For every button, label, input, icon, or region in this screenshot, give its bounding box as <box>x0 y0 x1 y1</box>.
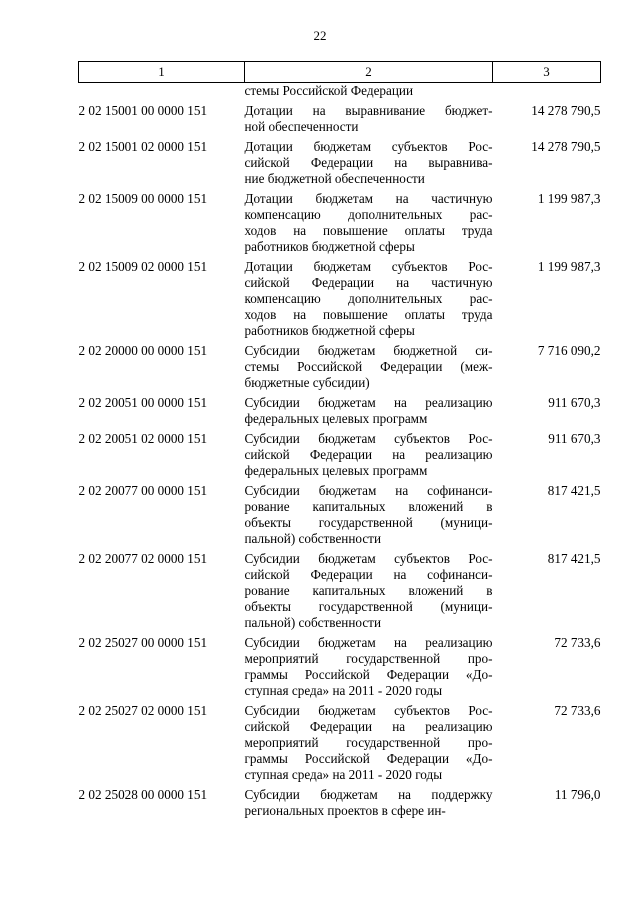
amount-value: 11 796,0 <box>554 787 601 802</box>
revenue-name <box>245 551 493 635</box>
continuation-row <box>79 83 601 104</box>
name-line: ступная среда» на 2011 - 2020 годы <box>244 683 443 698</box>
table-row <box>79 395 601 431</box>
amount-value: 7 716 090,2 <box>537 343 601 358</box>
continuation-text: стемы Российской Федерации <box>244 83 414 98</box>
revenue-name <box>245 483 493 551</box>
amount-value: 817 421,5 <box>547 483 601 498</box>
budget-code: 2 02 15009 00 0000 151 <box>78 191 208 206</box>
budget-table <box>78 61 601 823</box>
page-number: 22 <box>313 28 327 43</box>
name-line: сийской Федерации на реализацию <box>244 719 493 734</box>
amount-value: 1 199 987,3 <box>537 191 601 206</box>
name-line: ступная среда» на 2011 - 2020 годы <box>244 767 443 782</box>
amount-value: 72 733,6 <box>554 703 601 718</box>
name-line: Субсидии бюджетам на реализацию <box>244 635 493 650</box>
name-line: работников бюджетной сферы <box>244 323 415 338</box>
revenue-name <box>245 139 493 191</box>
name-line: пальной) собственности <box>244 531 382 546</box>
name-line: рование капитальных вложений в <box>244 499 493 514</box>
header-col-1: 1 <box>79 62 245 83</box>
budget-code: 2 02 20077 00 0000 151 <box>78 483 208 498</box>
name-line: Дотации бюджетам на частичную <box>244 191 493 206</box>
name-line: Субсидии бюджетам субъектов Рос- <box>244 431 493 446</box>
budget-code: 2 02 20051 00 0000 151 <box>78 395 208 410</box>
name-line: сийской Федерации на частичную <box>244 275 493 290</box>
table-header-row <box>79 62 601 83</box>
name-line: ходов на повышение оплаты труда <box>244 307 493 322</box>
name-line: мероприятий государственной про- <box>244 651 493 666</box>
name-line: мероприятий государственной про- <box>244 735 493 750</box>
budget-code: 2 02 25027 00 0000 151 <box>78 635 208 650</box>
name-line: федеральных целевых программ <box>244 411 428 426</box>
name-line: рование капитальных вложений в <box>244 583 493 598</box>
name-line: ние бюджетной обеспеченности <box>244 171 425 186</box>
amount-value: 14 278 790,5 <box>531 139 601 154</box>
budget-code: 2 02 25027 02 0000 151 <box>78 703 208 718</box>
name-line: пальной) собственности <box>244 615 382 630</box>
header-col-3: 3 <box>493 62 601 83</box>
budget-code: 2 02 20000 00 0000 151 <box>78 343 208 358</box>
name-line: федеральных целевых программ <box>244 463 428 478</box>
amount-value: 817 421,5 <box>547 551 601 566</box>
revenue-name <box>245 259 493 343</box>
name-line: Субсидии бюджетам на софинанси- <box>244 483 493 498</box>
table-row <box>79 259 601 343</box>
table-row <box>79 703 601 787</box>
table-row <box>79 103 601 139</box>
table-row <box>79 343 601 395</box>
table-row <box>79 635 601 703</box>
table-row <box>79 191 601 259</box>
table-row <box>79 483 601 551</box>
budget-code: 2 02 15009 02 0000 151 <box>78 259 208 274</box>
name-line: Дотации на выравнивание бюджет- <box>244 103 493 118</box>
name-line: бюджетные субсидии) <box>244 375 370 390</box>
name-line: работников бюджетной сферы <box>244 239 415 254</box>
budget-code: 2 02 20051 02 0000 151 <box>78 431 208 446</box>
table-row <box>79 787 601 823</box>
name-line: сийской Федерации на софинанси- <box>244 567 493 582</box>
name-line: объекты государственной (муници- <box>244 515 493 530</box>
revenue-name <box>245 431 493 483</box>
name-line: Субсидии бюджетам на поддержку <box>244 787 493 802</box>
name-line: Субсидии бюджетам субъектов Рос- <box>244 703 493 718</box>
name-line: компенсацию дополнительных рас- <box>244 207 493 222</box>
table-body <box>79 83 601 824</box>
name-line: сийской Федерации на реализацию <box>244 447 493 462</box>
table-row <box>79 139 601 191</box>
revenue-name <box>245 395 493 431</box>
name-line: Субсидии бюджетам субъектов Рос- <box>244 551 493 566</box>
amount-value: 1 199 987,3 <box>537 259 601 274</box>
name-line: сийской Федерации на выравнива- <box>244 155 493 170</box>
name-line: ной обеспеченности <box>244 119 359 134</box>
revenue-name <box>245 103 493 139</box>
name-line: Субсидии бюджетам на реализацию <box>244 395 493 410</box>
revenue-name <box>245 703 493 787</box>
name-line: объекты государственной (муници- <box>244 599 493 614</box>
amount-value: 14 278 790,5 <box>531 103 601 118</box>
revenue-name <box>245 635 493 703</box>
name-line: граммы Российской Федерации «До- <box>244 667 493 682</box>
name-line: стемы Российской Федерации (меж- <box>244 359 493 374</box>
header-col-2: 2 <box>245 62 493 83</box>
budget-code: 2 02 25028 00 0000 151 <box>78 787 208 802</box>
budget-code: 2 02 15001 00 0000 151 <box>78 103 208 118</box>
name-line: Дотации бюджетам субъектов Рос- <box>244 139 493 154</box>
revenue-name <box>245 191 493 259</box>
name-line: региональных проектов в сфере ин- <box>244 803 446 818</box>
name-line: Дотации бюджетам субъектов Рос- <box>244 259 493 274</box>
budget-code: 2 02 15001 02 0000 151 <box>78 139 208 154</box>
name-line: граммы Российской Федерации «До- <box>244 751 493 766</box>
amount-value: 72 733,6 <box>554 635 601 650</box>
budget-code: 2 02 20077 02 0000 151 <box>78 551 208 566</box>
name-line: компенсацию дополнительных рас- <box>244 291 493 306</box>
name-line: Субсидии бюджетам бюджетной си- <box>244 343 493 358</box>
table-row <box>79 431 601 483</box>
revenue-name <box>245 787 493 823</box>
amount-value: 911 670,3 <box>548 431 601 446</box>
revenue-name <box>245 343 493 395</box>
table-row <box>79 551 601 635</box>
amount-value: 911 670,3 <box>548 395 601 410</box>
name-line: ходов на повышение оплаты труда <box>244 223 493 238</box>
